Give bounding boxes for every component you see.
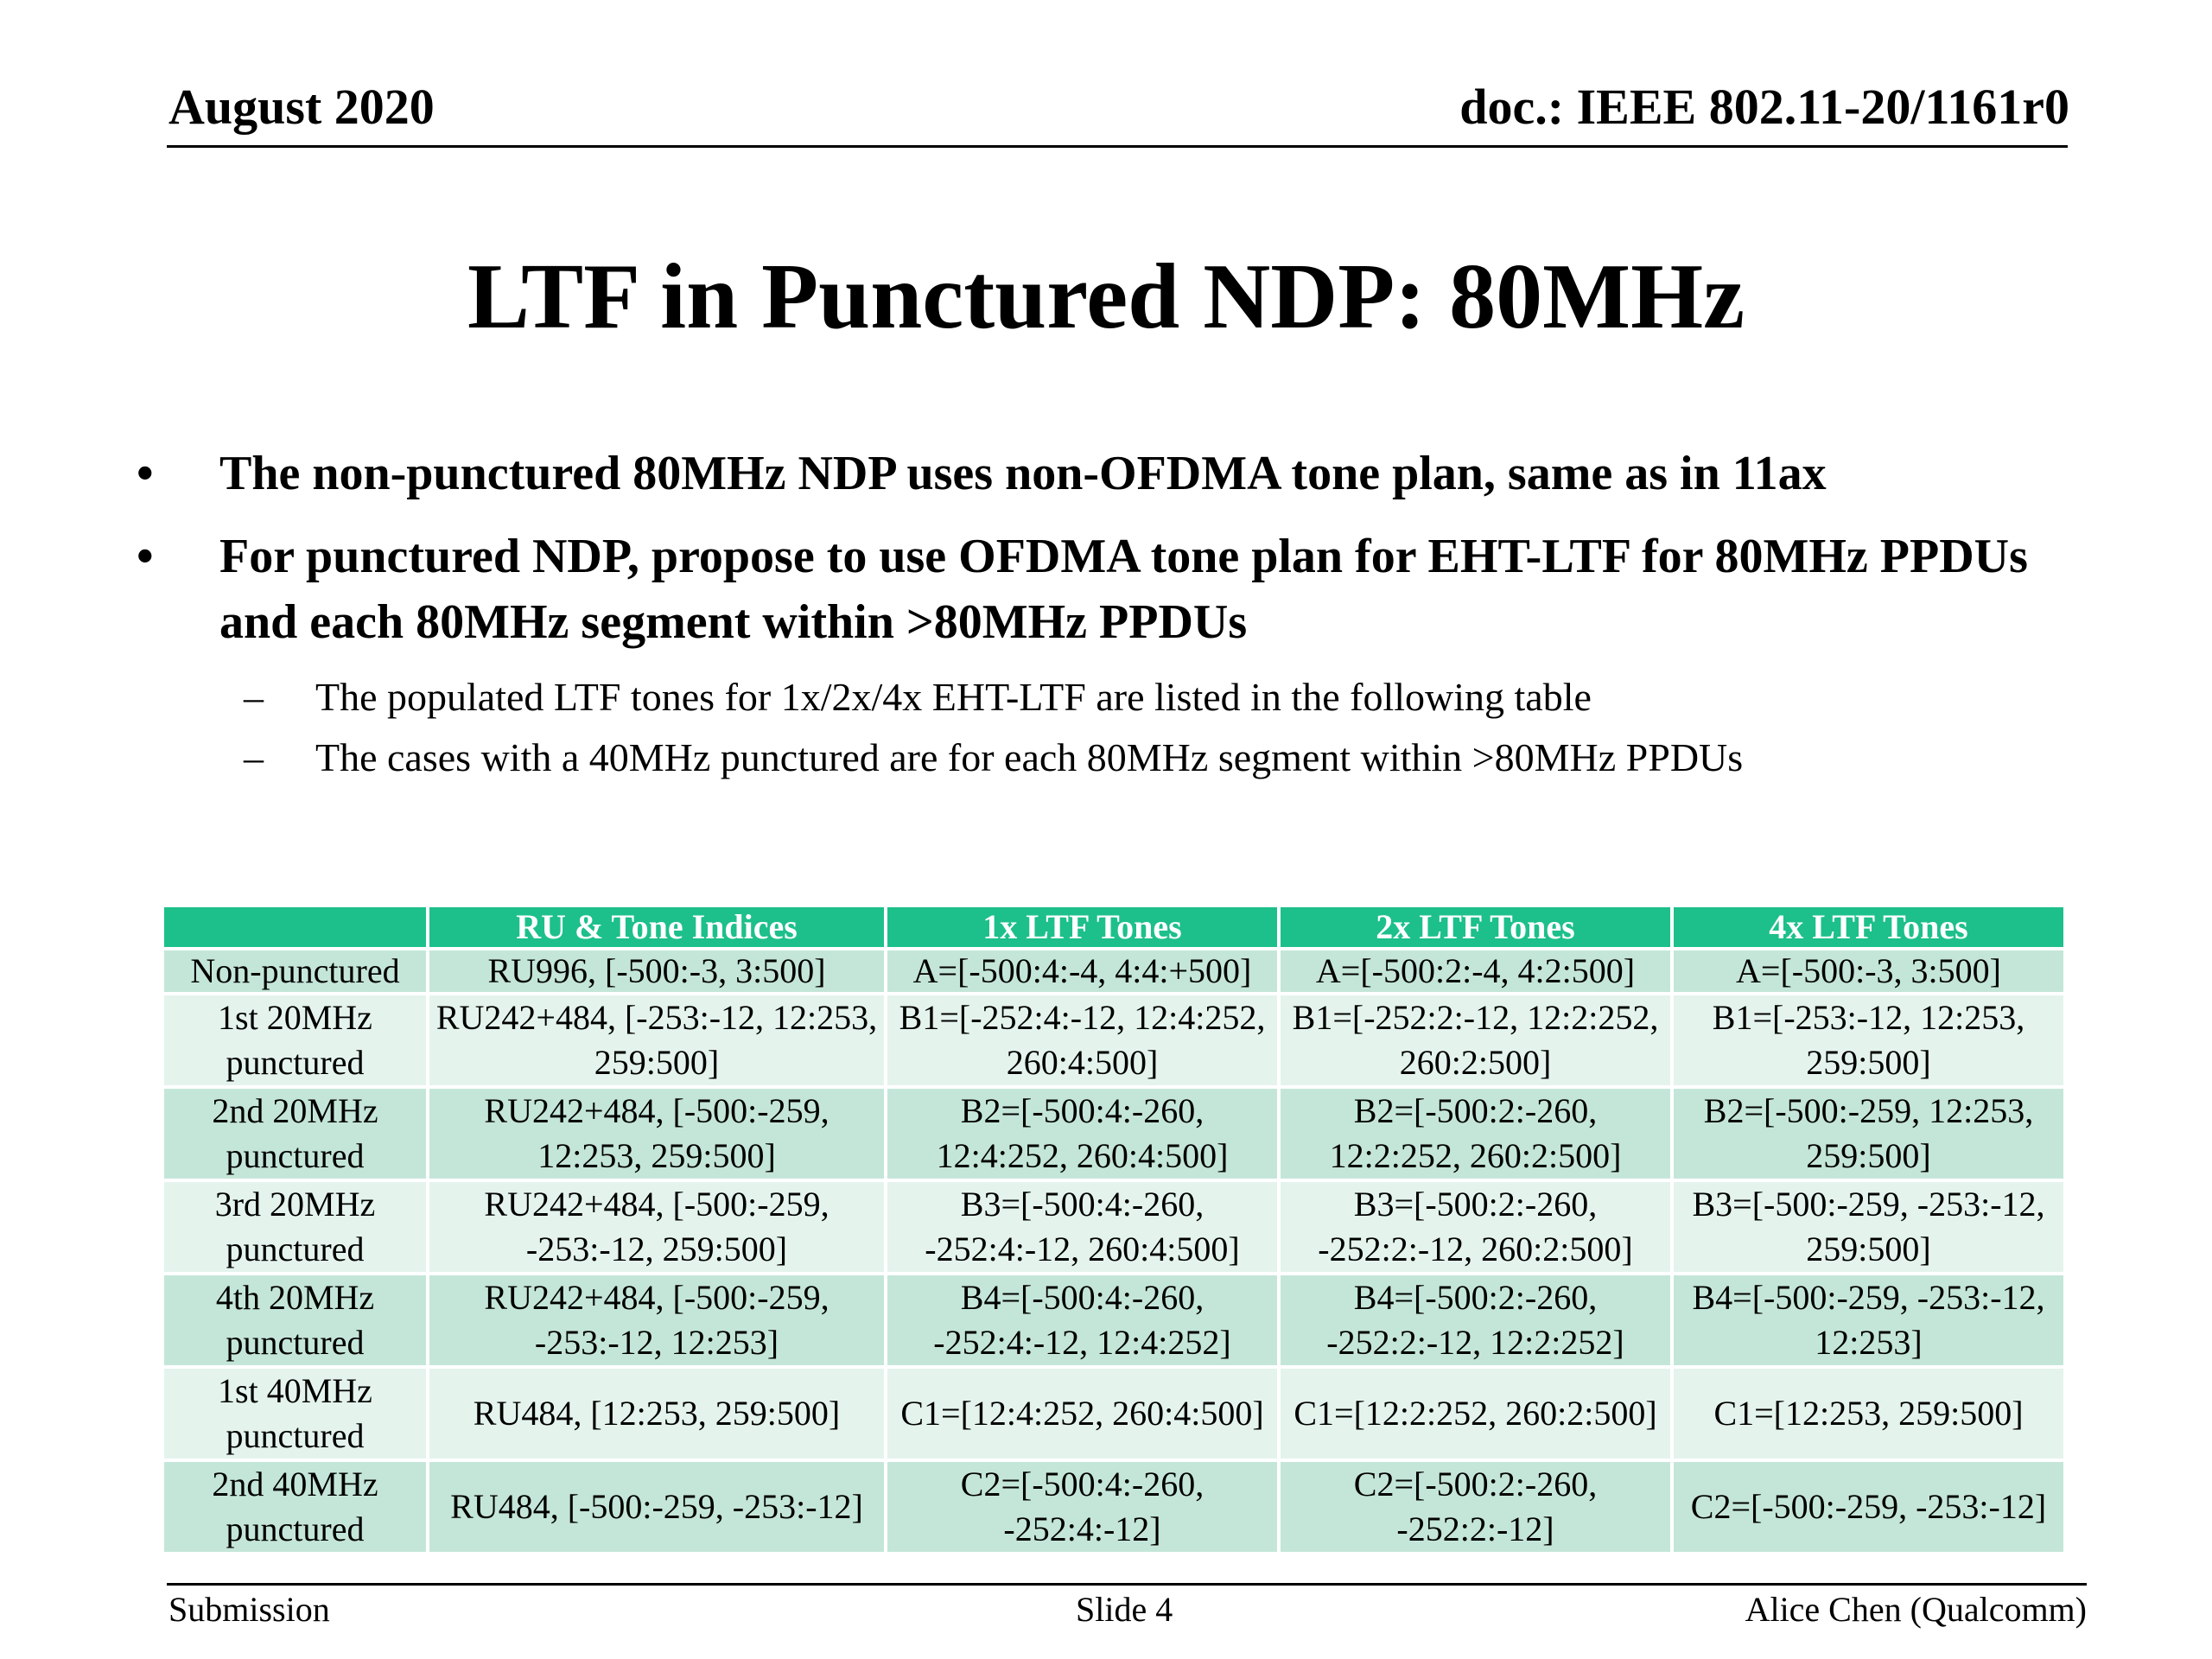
table-header-cell: 1x LTF Tones — [886, 907, 1279, 949]
ltf-tone-table — [164, 907, 2067, 1555]
table-cell: A=[-500:4:-4, 4:4:+500] — [886, 949, 1279, 994]
bullet-dot-icon: • — [137, 447, 154, 500]
table-cell: B1=[-252:2:-12, 12:2:252, 260:2:500] — [1279, 994, 1672, 1087]
bullet-dot-icon: • — [137, 530, 154, 583]
dash-icon: – — [244, 675, 264, 719]
table-header-cell: 2x LTF Tones — [1279, 907, 1672, 949]
bullet-list — [130, 441, 2065, 783]
table-header-cell: 4x LTF Tones — [1672, 907, 2065, 949]
bullet-text: The non-punctured 80MHz NDP uses non-OFDMA tone plan, same as in 11ax — [219, 447, 1827, 500]
header-doc-id: doc.: IEEE 802.11-20/1161r0 — [1459, 79, 2069, 135]
table-cell: B2=[-500:2:-260, 12:2:252, 260:2:500] — [1279, 1087, 1672, 1180]
table-cell: B3=[-500:2:-260, -252:2:-12, 260:2:500] — [1279, 1180, 1672, 1274]
slide-title: LTF in Punctured NDP: 80MHz — [467, 245, 1745, 348]
table-cell: 4th 20MHz punctured — [164, 1274, 428, 1367]
table-cell: B1=[-253:-12, 12:253, 259:500] — [1672, 994, 2065, 1087]
bullet-text: For punctured NDP, propose to use OFDMA tone plan for EHT-LTF for 80MHz PPDUs and each 80MHz segment within >80MHz PPDUs — [219, 530, 2028, 649]
sub-bullet-text: The cases with a 40MHz punctured are for each 80MHz segment within >80MHz PPDUs — [315, 735, 1744, 779]
table-cell: 1st 20MHz punctured — [164, 994, 428, 1087]
table-cell: C2=[-500:2:-260, -252:2:-12] — [1279, 1460, 1672, 1554]
sub-bullet-item — [130, 733, 2065, 783]
table-cell: A=[-500:-3, 3:500] — [1672, 949, 2065, 994]
table-cell: B2=[-500:-259, 12:253, 259:500] — [1672, 1087, 2065, 1180]
dash-icon: – — [244, 735, 264, 779]
table-cell: 2nd 20MHz punctured — [164, 1087, 428, 1180]
table-cell: B4=[-500:4:-260, -252:4:-12, 12:4:252] — [886, 1274, 1279, 1367]
table-row — [164, 994, 2065, 1087]
table-cell: 2nd 40MHz punctured — [164, 1460, 428, 1554]
footer-author: Alice Chen (Qualcomm) — [1745, 1590, 2087, 1629]
header-date: August 2020 — [168, 79, 435, 135]
table-cell: RU484, [-500:-259, -253:-12] — [428, 1460, 886, 1554]
table-cell: RU242+484, [-253:-12, 12:253, 259:500] — [428, 994, 886, 1087]
table-cell: RU242+484, [-500:-259, -253:-12, 259:500] — [428, 1180, 886, 1274]
table-cell: RU996, [-500:-3, 3:500] — [428, 949, 886, 994]
footer-slide-number: Slide 4 — [1076, 1590, 1173, 1629]
table-cell: RU242+484, [-500:-259, 12:253, 259:500] — [428, 1087, 886, 1180]
table-cell: RU242+484, [-500:-259, -253:-12, 12:253] — [428, 1274, 886, 1367]
table-row — [164, 1274, 2065, 1367]
table-cell: B4=[-500:2:-260, -252:2:-12, 12:2:252] — [1279, 1274, 1672, 1367]
sub-bullet-text: The populated LTF tones for 1x/2x/4x EHT-LTF are listed in the following table — [315, 675, 1592, 719]
table-row — [164, 1460, 2065, 1554]
table-cell: Non-punctured — [164, 949, 428, 994]
table-cell: 1st 40MHz punctured — [164, 1367, 428, 1460]
table-cell: B2=[-500:4:-260, 12:4:252, 260:4:500] — [886, 1087, 1279, 1180]
table-cell: B1=[-252:4:-12, 12:4:252, 260:4:500] — [886, 994, 1279, 1087]
table-cell: B3=[-500:4:-260, -252:4:-12, 260:4:500] — [886, 1180, 1279, 1274]
header-divider — [167, 145, 2068, 148]
table-row — [164, 1367, 2065, 1460]
table-cell: C1=[12:253, 259:500] — [1672, 1367, 2065, 1460]
table-row — [164, 1087, 2065, 1180]
table-header-cell: RU & Tone Indices — [428, 907, 886, 949]
table-cell: C2=[-500:-259, -253:-12] — [1672, 1460, 2065, 1554]
table-header-row — [164, 907, 2065, 949]
table-row — [164, 949, 2065, 994]
table-cell: C1=[12:4:252, 260:4:500] — [886, 1367, 1279, 1460]
bullet-item — [130, 524, 2065, 655]
table-cell: A=[-500:2:-4, 4:2:500] — [1279, 949, 1672, 994]
footer-submission: Submission — [168, 1590, 330, 1629]
table-cell: B4=[-500:-259, -253:-12, 12:253] — [1672, 1274, 2065, 1367]
table-cell: RU484, [12:253, 259:500] — [428, 1367, 886, 1460]
footer-divider — [167, 1583, 2087, 1586]
table-cell: C2=[-500:4:-260, -252:4:-12] — [886, 1460, 1279, 1554]
bullet-item — [130, 441, 2065, 506]
table-header-cell — [164, 907, 428, 949]
table-cell: C1=[12:2:252, 260:2:500] — [1279, 1367, 1672, 1460]
sub-bullet-item — [130, 672, 2065, 722]
table-cell: 3rd 20MHz punctured — [164, 1180, 428, 1274]
table-row — [164, 1180, 2065, 1274]
table-cell: B3=[-500:-259, -253:-12, 259:500] — [1672, 1180, 2065, 1274]
